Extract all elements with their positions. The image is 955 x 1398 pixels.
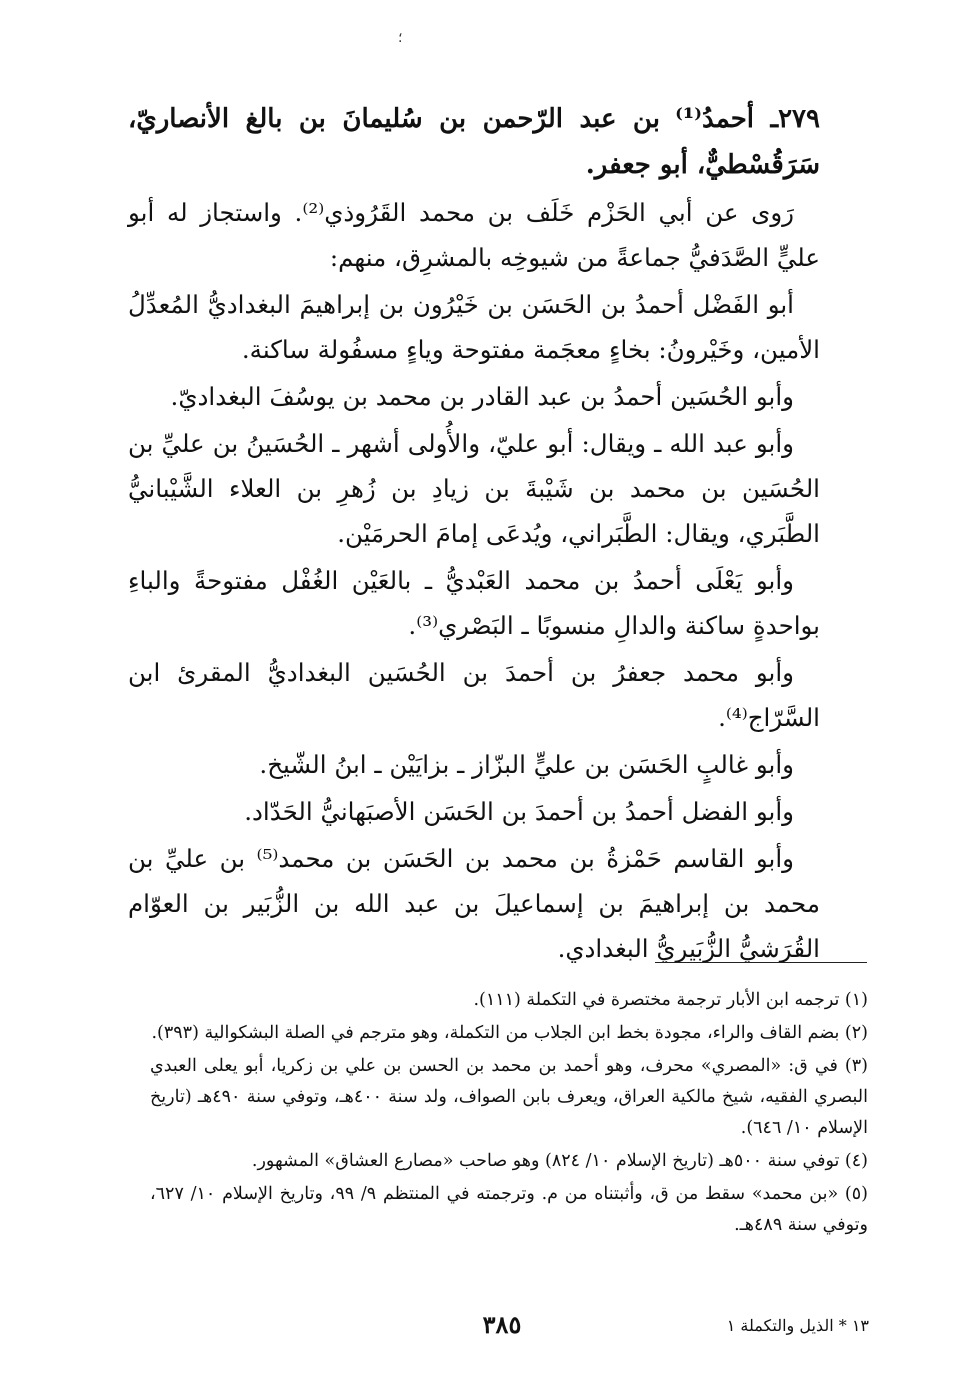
footnotes	[150, 985, 868, 1243]
page-footer	[0, 1310, 955, 1344]
signature-mark: ١٣ * الذيل والتكملة ١	[726, 1316, 869, 1335]
paragraph: وأبو الحُسَين أحمدُ بن عبد القادر بن محمد بن يوسُفَ البغداديّ.	[170, 382, 794, 411]
footnote: (٣) في ق: «المصري» محرف، وهو أحمد بن محمد بن الحسن بن علي بن زكريا، أبو يعلى العبدي البصري الفقيه، شيخ مالكية العراق، ويعرف بابن الصواف، ولد سنة ٤٠٠هـ، وتوفي سنة ٤٩٠هـ (تاريخ الإسلام ١٠/ ٦٤٦).	[150, 1056, 868, 1138]
entry-heading-rest: بن عبد الرّحمن بن سُليمانَ بن بالغ الأنصاريّ، سَرَقُسْطيٌّ، أبو جعفر.	[128, 104, 820, 180]
entry-heading-paragraph	[128, 96, 820, 188]
footnote: (١) ترجمه ابن الأبار ترجمة مختصرة في التكملة (١١١).	[473, 990, 868, 1010]
paragraph: وأبو يَعْلَى أحمدُ بن محمد العَبْديُّ ـ بالعَيْن الغُفْل مفتوحةً والباءِ بواحدةٍ ساكنة والدالِ منسوبًا ـ البَصْري⁽³⁾.	[128, 566, 820, 640]
paragraph: وأبو محمد جعفرُ بن أحمدَ بن الحُسَين البغداديُّ المقرئ ابن السَّرّاج⁽⁴⁾.	[128, 658, 820, 732]
paragraph: وأبو غالبٍ الحَسَن بن عليٍّ البزّاز ـ بزايَيْن ـ ابنُ الشّيخ.	[259, 750, 794, 779]
paragraph: وأبو القاسم حَمْزةُ بن محمد بن الحَسَن بن محمد⁽⁵⁾ بن عليِّ بن محمد بن إبراهيمَ بن إسماعيلَ بن عبد الله بن الزُّبَير بن العوّام القُرَشيُّ الزُّبَيريُّ البغدادي.	[128, 844, 820, 963]
paragraph: رَوى عن أبي الحَزْم خَلَف بن محمد القَرُوذي⁽²⁾. واستجاز له أبو عليٍّ الصَّدَفيُّ جماعةً من شيوخِه بالمشرِق، منهم:	[128, 198, 820, 272]
paragraph: وأبو الفضل أحمدُ بن أحمدَ بن الحَسَن الأصبَهانيُّ الحَدّاد.	[244, 797, 794, 826]
paragraph: أبو الفَضْل أحمدُ بن الحَسَن بن خَيْرُون بن إبراهيمَ البغداديُّ المُعدِّلُ الأمين، وخَيْرونُ: بخاءٍ معجَمة مفتوحة وياءٍ مسفُولة ساكنة.	[128, 290, 820, 364]
main-text	[128, 96, 820, 973]
ink-speck: ؛	[398, 30, 403, 46]
footnote: (٢) بضم القاف والراء، مجودة بخط ابن الجلاب من التكملة، وهو مترجم في الصلة البشكوالية (٣٩٣).	[151, 1023, 868, 1043]
footnote-separator	[655, 962, 867, 963]
page-number: ٣٨٥	[482, 1310, 522, 1339]
entry-number-name: ٢٧٩ـ أحمدُ⁽¹⁾	[675, 104, 820, 134]
paragraph: وأبو عبد الله ـ ويقال: أبو عليّ، والأُولى أشهر ـ الحُسَينُ بن عليِّ بن الحُسَين بن محمد بن شَيْبةَ بن زيادِ بن زُهرِ بن العلاء الشَّيْبانيُّ الطَّبَري، ويقال: الطَّبَراني، ويُدعَى إمامَ الحرمَيْن.	[128, 429, 820, 548]
footnote: (٥) «بن محمد» سقط من ق، وأثبتناه من م. وترجمته في المنتظم ٩/ ٩٩، وتاريخ الإسلام ١٠/ ٦٢٧، وتوفي سنة ٤٨٩هـ.	[150, 1184, 868, 1235]
footnote: (٤) توفي سنة ٥٠٠هـ (تاريخ الإسلام ١٠/ ٨٢٤) وهو صاحب «مصارع العشاق» المشهور.	[251, 1151, 868, 1171]
